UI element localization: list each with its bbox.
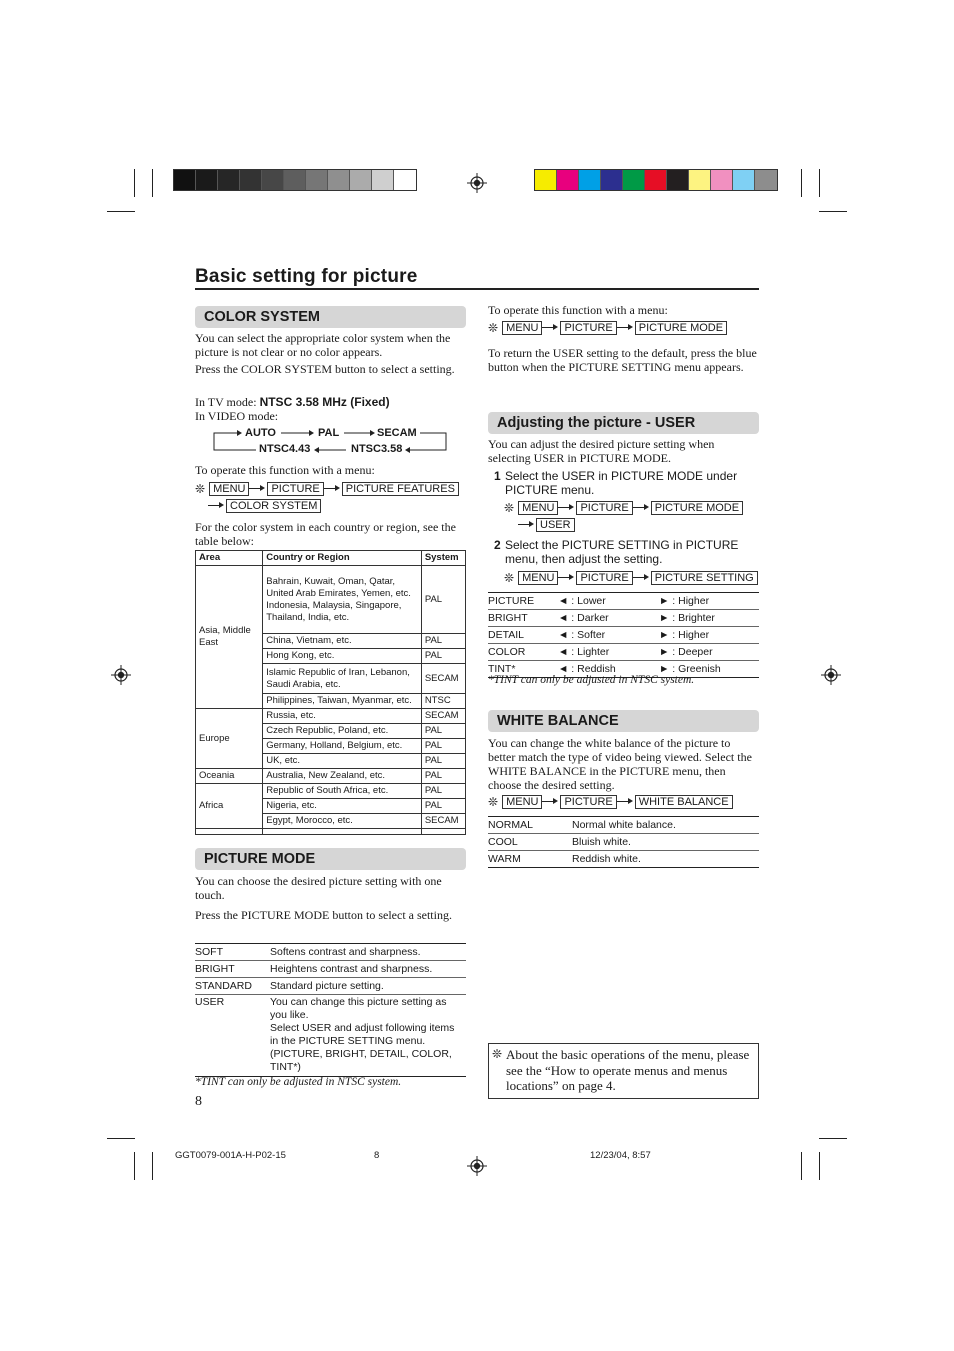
picture-mode-intro: You can choose the desired picture setting with one touch.: [195, 874, 442, 902]
color-swatch: [306, 170, 328, 190]
mode-name: USER: [195, 996, 225, 1008]
setting-right: ► : Greenish: [659, 663, 721, 675]
step-1-menu-path: [504, 501, 743, 515]
wb-desc: Bluish white.: [572, 836, 631, 848]
snowflake-icon: ❊: [488, 795, 499, 809]
mode-desc: You can change this picture setting as you like.: [270, 996, 447, 1021]
color-swatch: [755, 170, 777, 190]
adjust-user-heading: Adjusting the picture - USER: [488, 412, 759, 434]
crop-mark: [819, 1138, 847, 1139]
registration-mark-icon: [821, 665, 841, 685]
step-1-number: 1: [494, 469, 501, 483]
table-row: [195, 961, 466, 978]
color-swatch: [535, 170, 557, 190]
arrow-right-icon: [249, 484, 267, 494]
country-cell: Egypt, Morocco, etc.: [263, 814, 422, 829]
adjust-user-intro: You can adjust the desired picture setting when selecting USER in PICTURE MODE.: [488, 437, 715, 465]
white-balance-menu-path: [488, 795, 733, 809]
wb-name: WARM: [488, 853, 521, 865]
tint-note: *TINT can only be adjusted in NTSC system.: [195, 1076, 402, 1088]
system-cell: PAL: [421, 754, 465, 769]
color-swatch: [645, 170, 667, 190]
setting-left: ◄ : Softer: [558, 629, 606, 641]
crop-mark: [152, 1152, 153, 1180]
table-row: [488, 834, 759, 851]
picture-box: PICTURE: [576, 501, 632, 515]
setting-left: ◄ : Reddish: [558, 663, 616, 675]
color-swatch: [262, 170, 284, 190]
system-cell: PAL: [421, 784, 465, 799]
setting-right: ► : Deeper: [659, 646, 713, 658]
table-row: [488, 851, 759, 868]
step-1-text: Select the USER in PICTURE MODE under PICTURE menu.: [505, 469, 738, 497]
crop-mark: [134, 1152, 135, 1180]
color-swatch: [284, 170, 306, 190]
title-rule: [195, 288, 759, 290]
setting-right: ► : Higher: [659, 629, 710, 641]
cycle-pal: PAL: [318, 427, 340, 439]
color-swatch: [601, 170, 623, 190]
table-intro: For the color system in each country or region, see the table below:: [195, 520, 456, 548]
mode-desc-user: [270, 996, 462, 1074]
setting-name: TINT*: [488, 663, 516, 675]
crop-mark: [801, 169, 802, 197]
table-row: [195, 978, 466, 995]
snowflake-icon: ❊: [195, 482, 206, 496]
color-swatch: [174, 170, 196, 190]
mode-desc: Softens contrast and sharpness.: [270, 946, 421, 958]
picture-features-box: PICTURE FEATURES: [342, 482, 459, 496]
registration-mark-icon: [467, 173, 487, 193]
wb-desc: Normal white balance.: [572, 819, 676, 831]
color-system-box: COLOR SYSTEM: [226, 499, 321, 513]
color-swatch: [240, 170, 262, 190]
registration-mark-icon: [111, 665, 131, 685]
color-swatch: [579, 170, 601, 190]
header-country: Country or Region: [263, 551, 422, 566]
info-box: [488, 1043, 759, 1099]
setting-name: COLOR: [488, 646, 526, 658]
arrow-right-icon: [633, 573, 651, 583]
header-area: Area: [196, 551, 263, 566]
snowflake-icon: ❊: [504, 571, 515, 585]
header-system: System: [421, 551, 465, 566]
arrow-right-icon: [542, 323, 560, 333]
setting-left: ◄ : Darker: [558, 612, 609, 624]
table-row: [196, 829, 466, 835]
crop-mark: [819, 211, 847, 212]
country-cell: UK, etc.: [263, 754, 422, 769]
return-user-text: To return the USER setting to the default, press the blue button when the PICTURE SETTING menu appears.: [488, 346, 757, 374]
system-cell: PAL: [421, 769, 465, 784]
system-cell: PAL: [421, 739, 465, 754]
footer-code: GGT0079-001A-H-P02-15: [175, 1150, 286, 1161]
crop-mark: [107, 211, 135, 212]
system-cell: PAL: [421, 649, 465, 664]
menu-box: MENU: [209, 482, 249, 496]
area-cell: Africa: [196, 784, 263, 829]
video-mode-label: In VIDEO mode:: [195, 409, 279, 423]
area-cell: Europe: [196, 709, 263, 769]
color-system-menu-path-2: [208, 499, 321, 513]
cycle-secam: SECAM: [377, 427, 417, 439]
color-swatch: [218, 170, 240, 190]
cycle-ntsc358: NTSC3.58: [351, 443, 403, 455]
cycle-auto: AUTO: [245, 427, 276, 439]
crop-mark: [819, 1152, 820, 1180]
color-swatch: [372, 170, 394, 190]
color-swatch: [350, 170, 372, 190]
menu-box: MENU: [518, 571, 558, 585]
picture-mode-box: PICTURE MODE: [635, 321, 727, 335]
system-cell: SECAM: [421, 664, 465, 694]
color-system-table: [195, 550, 466, 835]
picture-box: PICTURE: [576, 571, 632, 585]
country-cell: Hong Kong, etc.: [263, 649, 422, 664]
white-balance-heading: WHITE BALANCE: [488, 710, 759, 732]
color-swatch: [689, 170, 711, 190]
color-system-menu-intro: To operate this function with a menu:: [195, 463, 375, 477]
picture-box: PICTURE: [267, 482, 323, 496]
menu-box: MENU: [502, 321, 542, 335]
arrow-right-icon: [518, 520, 536, 530]
step-2-text: Select the PICTURE SETTING in PICTURE menu, then adjust the setting.: [505, 538, 739, 566]
table-row: [196, 566, 466, 634]
system-cell: NTSC: [421, 694, 465, 709]
menu-box: MENU: [518, 501, 558, 515]
picture-setting-table: [488, 592, 759, 678]
mode-name: STANDARD: [195, 980, 252, 992]
color-swatch: [557, 170, 579, 190]
country-cell: Germany, Holland, Belgium, etc.: [263, 739, 422, 754]
country-cell: Republic of South Africa, etc.: [263, 784, 422, 799]
wb-desc: Reddish white.: [572, 853, 641, 865]
step-2-menu-path: [504, 571, 758, 585]
country-cell: Islamic Republic of Iran, Lebanon, Saudi Arabia, etc.: [263, 664, 422, 694]
user-box: USER: [536, 518, 575, 532]
area-cell: Asia, Middle East: [196, 566, 263, 709]
snowflake-icon: ❊: [504, 501, 515, 515]
arrow-right-icon: [558, 503, 576, 513]
tint-note: *TINT can only be adjusted in NTSC system.: [488, 674, 695, 686]
mode-name: SOFT: [195, 946, 223, 958]
table-row: [488, 644, 759, 661]
picture-mode-menu-intro: To operate this function with a menu:: [488, 303, 668, 317]
country-cell: Nigeria, etc.: [263, 799, 422, 814]
white-balance-intro: You can change the white balance of the picture to better match the type of video being viewed. Select the WHITE BALANCE in the PICTURE menu, then choose the desired setting.: [488, 736, 752, 792]
country-cell: Philippines, Taiwan, Myanmar, etc.: [263, 694, 422, 709]
grayscale-swatches: [173, 169, 417, 191]
setting-name: DETAIL: [488, 629, 524, 641]
tv-mode-line: [195, 395, 467, 409]
snowflake-icon: ❊: [488, 321, 499, 335]
country-cell: China, Vietnam, etc.: [263, 634, 422, 649]
setting-name: PICTURE: [488, 595, 535, 607]
country-cell: Czech Republic, Poland, etc.: [263, 724, 422, 739]
mode-name: BRIGHT: [195, 963, 235, 975]
color-system-heading: COLOR SYSTEM: [195, 306, 466, 328]
area-cell: Oceania: [196, 769, 263, 784]
crop-mark: [107, 1138, 135, 1139]
white-balance-box: WHITE BALANCE: [635, 795, 733, 809]
tv-mode-label: In TV mode:: [195, 395, 257, 409]
system-cell: PAL: [421, 566, 465, 634]
info-text: About the basic operations of the menu, please see the “How to operate menus and menus locations” on page 4.: [506, 1047, 750, 1093]
table-row: [488, 816, 759, 834]
color-system-press: Press the COLOR SYSTEM button to select a setting.: [195, 362, 455, 376]
table-row: [196, 709, 466, 724]
color-system-menu-path: [195, 482, 459, 496]
picture-mode-heading: PICTURE MODE: [195, 848, 466, 870]
system-cell: SECAM: [421, 709, 465, 724]
system-cell: PAL: [421, 724, 465, 739]
mode-desc-2: Select USER and adjust following items in the PICTURE SETTING menu. (PICTURE, BRIGHT, DETAIL, COLOR, TINT*): [270, 1022, 455, 1073]
setting-left: ◄ : Lighter: [558, 646, 610, 658]
arrow-right-icon: [617, 323, 635, 333]
color-system-intro: You can select the appropriate color system when the picture is not clear or no color appears.: [195, 331, 451, 359]
cycle-ntsc443: NTSC4.43: [259, 443, 311, 455]
picture-setting-box: PICTURE SETTING: [651, 571, 758, 585]
setting-name: BRIGHT: [488, 612, 528, 624]
setting-left: ◄ : Lower: [558, 595, 606, 607]
picture-mode-box: PICTURE MODE: [651, 501, 743, 515]
picture-mode-menu-path: [488, 321, 727, 335]
table-header-row: [196, 551, 466, 566]
table-row: [195, 943, 466, 961]
system-cell: SECAM: [421, 814, 465, 829]
table-row: [488, 592, 759, 610]
table-row: [196, 784, 466, 799]
wb-name: COOL: [488, 836, 518, 848]
page-number: 8: [195, 1094, 202, 1109]
color-swatch: [733, 170, 755, 190]
mode-desc: Standard picture setting.: [270, 980, 384, 992]
step-2-number: 2: [494, 538, 501, 552]
color-swatch: [623, 170, 645, 190]
color-swatches: [534, 169, 778, 191]
picture-mode-press: Press the PICTURE MODE button to select a setting.: [195, 908, 452, 922]
crop-mark: [152, 169, 153, 197]
setting-right: ► : Higher: [659, 595, 710, 607]
crop-mark: [819, 169, 820, 197]
table-row: [488, 610, 759, 627]
footer-page: 8: [374, 1150, 380, 1161]
system-cell: PAL: [421, 799, 465, 814]
crop-mark: [801, 1152, 802, 1180]
crop-mark: [134, 169, 135, 197]
color-swatch: [667, 170, 689, 190]
setting-right: ► : Brighter: [659, 612, 715, 624]
table-row: [196, 769, 466, 784]
arrow-right-icon: [617, 797, 635, 807]
color-swatch: [394, 170, 416, 190]
picture-box: PICTURE: [560, 795, 616, 809]
country-cell: Russia, etc.: [263, 709, 422, 724]
registration-mark-icon: [467, 1156, 487, 1176]
snowflake-icon: ❊: [492, 1047, 503, 1061]
arrow-right-icon: [542, 797, 560, 807]
arrow-right-icon: [633, 503, 651, 513]
wb-name: NORMAL: [488, 819, 533, 831]
picture-mode-table: [195, 943, 466, 1077]
white-balance-table: [488, 816, 759, 868]
color-swatch: [196, 170, 218, 190]
color-swatch: [711, 170, 733, 190]
picture-box: PICTURE: [560, 321, 616, 335]
arrow-right-icon: [558, 573, 576, 583]
table-row: [195, 995, 466, 1077]
arrow-right-icon: [324, 484, 342, 494]
footer-date: 12/23/04, 8:57: [590, 1150, 651, 1161]
system-cell: PAL: [421, 634, 465, 649]
country-cell: Australia, New Zealand, etc.: [263, 769, 422, 784]
table-row: [488, 627, 759, 644]
mode-desc: Heightens contrast and sharpness.: [270, 963, 433, 975]
menu-box: MENU: [502, 795, 542, 809]
country-cell: Bahrain, Kuwait, Oman, Qatar, United Arab Emirates, Yemen, etc. Indonesia, Malaysia, Singapore, Thailand, India, etc.: [263, 566, 422, 634]
page-title: Basic setting for picture: [195, 266, 418, 287]
arrow-right-icon: [208, 501, 226, 511]
color-swatch: [328, 170, 350, 190]
tv-mode-value: NTSC 3.58 MHz (Fixed): [259, 395, 390, 409]
step-1-menu-path-2: [518, 518, 575, 532]
